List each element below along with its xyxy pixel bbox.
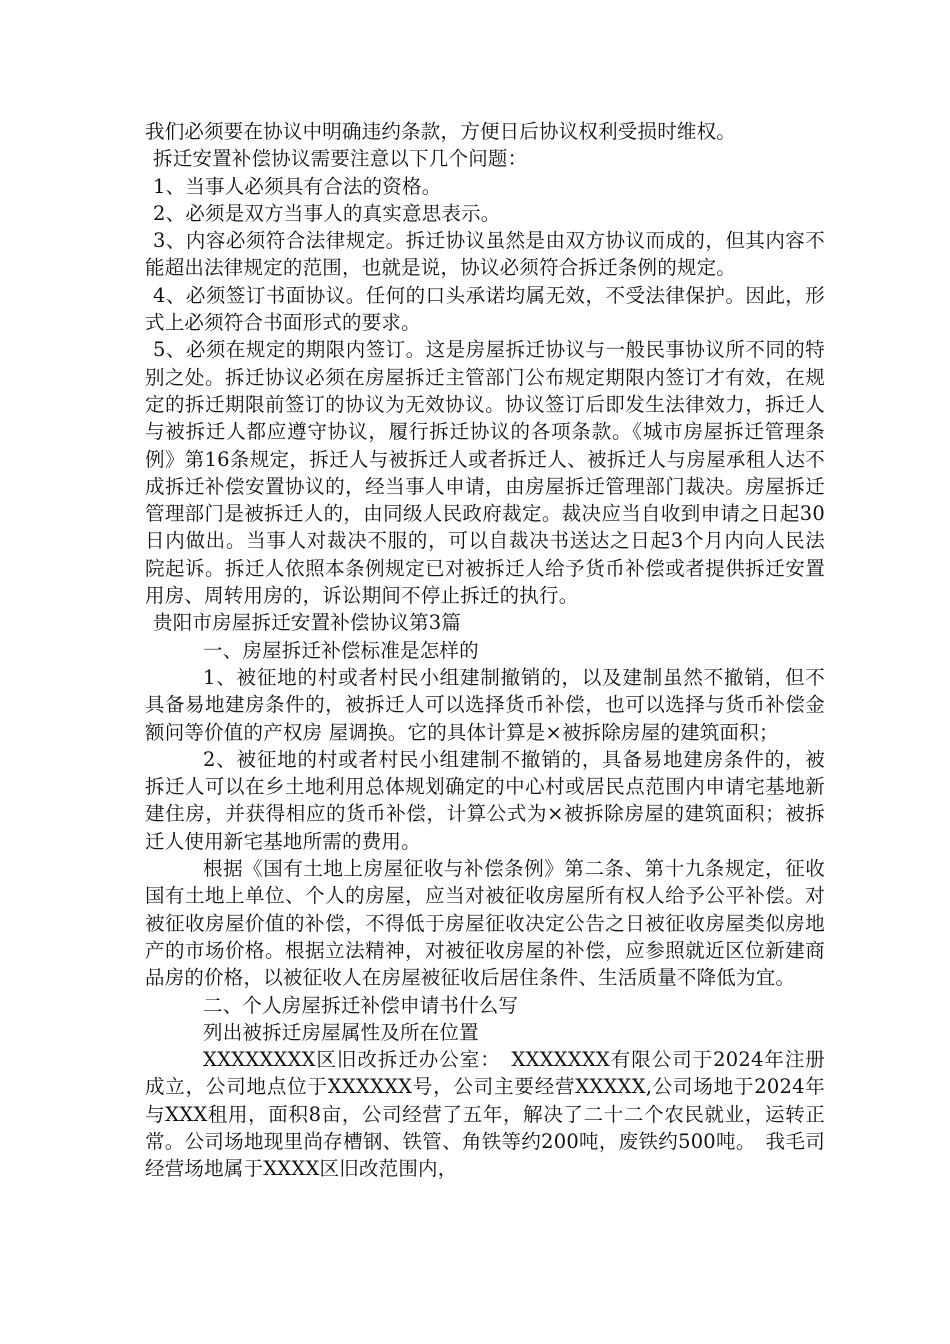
document-body (145, 118, 825, 1183)
paragraph-item-4: 4、必须签订书面协议。任何的口头承诺均属无效，不受法律保护。因此，形式上必须符合书面形式的要求。 (145, 283, 825, 335)
paragraph-item-3: 3、内容必须符合法律规定。拆迁协议虽然是由双方协议而成的，但其内容不能超出法律规定的范围，也就是说，协议必须符合拆迁条例的规定。 (145, 229, 825, 280)
paragraph-standard-2: 2、被征地的村或者村民小组建制不撤销的，具备易地建房条件的，被拆迁人可以在乡土地利用总体规划确定的中心村或居民点范围内申请宅基地新建住房，并获得相应的货币补偿，计算公式为×被拆除房屋的建筑面积；被拆迁人使用新宅基地所需的费用。 (145, 747, 825, 853)
section-title: 贵阳市房屋拆迁安置补偿协议第3篇 (153, 611, 462, 635)
heading-application-letter: 二、个人房屋拆迁补偿申请书什么写 (203, 993, 519, 1017)
paragraph-letter-body: XXXXXXXX区旧改拆迁办公室： XXXXXXX有限公司于2024年注册成立，公司地点位于XXXXXX号，公司主要经营XXXXX,公司场地于2024年与XXX租用，面积8亩，公司经营了五年，解决了二十二个农民就业，运转正常。公司场地现里尚存槽钢、铁管、角铁等约200吨，废铁约500吨。 我毛司经营场地属于XXXX区旧改范围内， (145, 1048, 825, 1181)
paragraph-issues-heading: 拆迁安置补偿协议需要注意以下几个问题： (153, 147, 528, 171)
paragraph-item-1: 1、当事人必须具有合法的资格。 (153, 174, 442, 198)
paragraph-item-2: 2、必须是双方当事人的真实意思表示。 (153, 201, 501, 225)
heading-compensation-standard: 一、房屋拆迁补偿标准是怎样的 (203, 638, 479, 662)
paragraph-regulation: 根据《国有土地上房屋征收与补偿条例》第二条、第十九条规定，征收国有土地上单位、个人的房屋，应当对被征收房屋所有权人给予公平补偿。对被征收房屋价值的补偿，不得低于房屋征收决定公告之日被征收房屋类似房地产的市场价格。根据立法精神，对被征收房屋的补偿，应参照就近区位新建商品房的价格，以被征收人在房屋被征收后居住条件、生活质量不降低为宜。 (145, 857, 825, 990)
paragraph-standard-1: 1、被征地的村或者村民小组建制撤销的，以及建制虽然不撤销，但不具备易地建房条件的，被拆迁人可以选择货币补偿，也可以选择与货币补偿金额问等价值的产权房 屋调换。它的具体计算是×被拆除房屋的建筑面积； (145, 665, 825, 744)
paragraph-breach-clause: 我们必须要在协议中明确违约条款，方便日后协议权利受损时维权。 (145, 120, 737, 143)
paragraph-list-property: 列出被拆迁房屋属性及所在位置 (203, 1020, 479, 1044)
paragraph-item-5: 5、必须在规定的期限内签订。这是房屋拆迁协议与一般民事协议所不同的特别之处。拆迁协议必须在房屋拆迁主管部门公布规定期限内签订才有效，在规定的拆迁期限前签订的协议为无效协议。协议签订后即发生法律效力，拆迁人与被拆迁人都应遵守协议，履行拆迁协议的各项条款。《城市房屋拆迁管理条例》第16条规定，拆迁人与被拆迁人或者拆迁人、被拆迁人与房屋承租人达不成拆迁补偿安置协议的，经当事人申请，由房屋拆迁管理部门裁决。房屋拆迁管理部门是被拆迁人的，由同级人民政府裁定。裁决应当自收到申请之日起30日内做出。当事人对裁决不服的，可以自裁决书送达之日起3个月内向人民法院起诉。拆迁人依照本条例规定已对被拆迁人给予货币补偿或者提供拆迁安置用房、周转用房的，诉讼期间不停止拆迁的执行。 (145, 338, 825, 608)
